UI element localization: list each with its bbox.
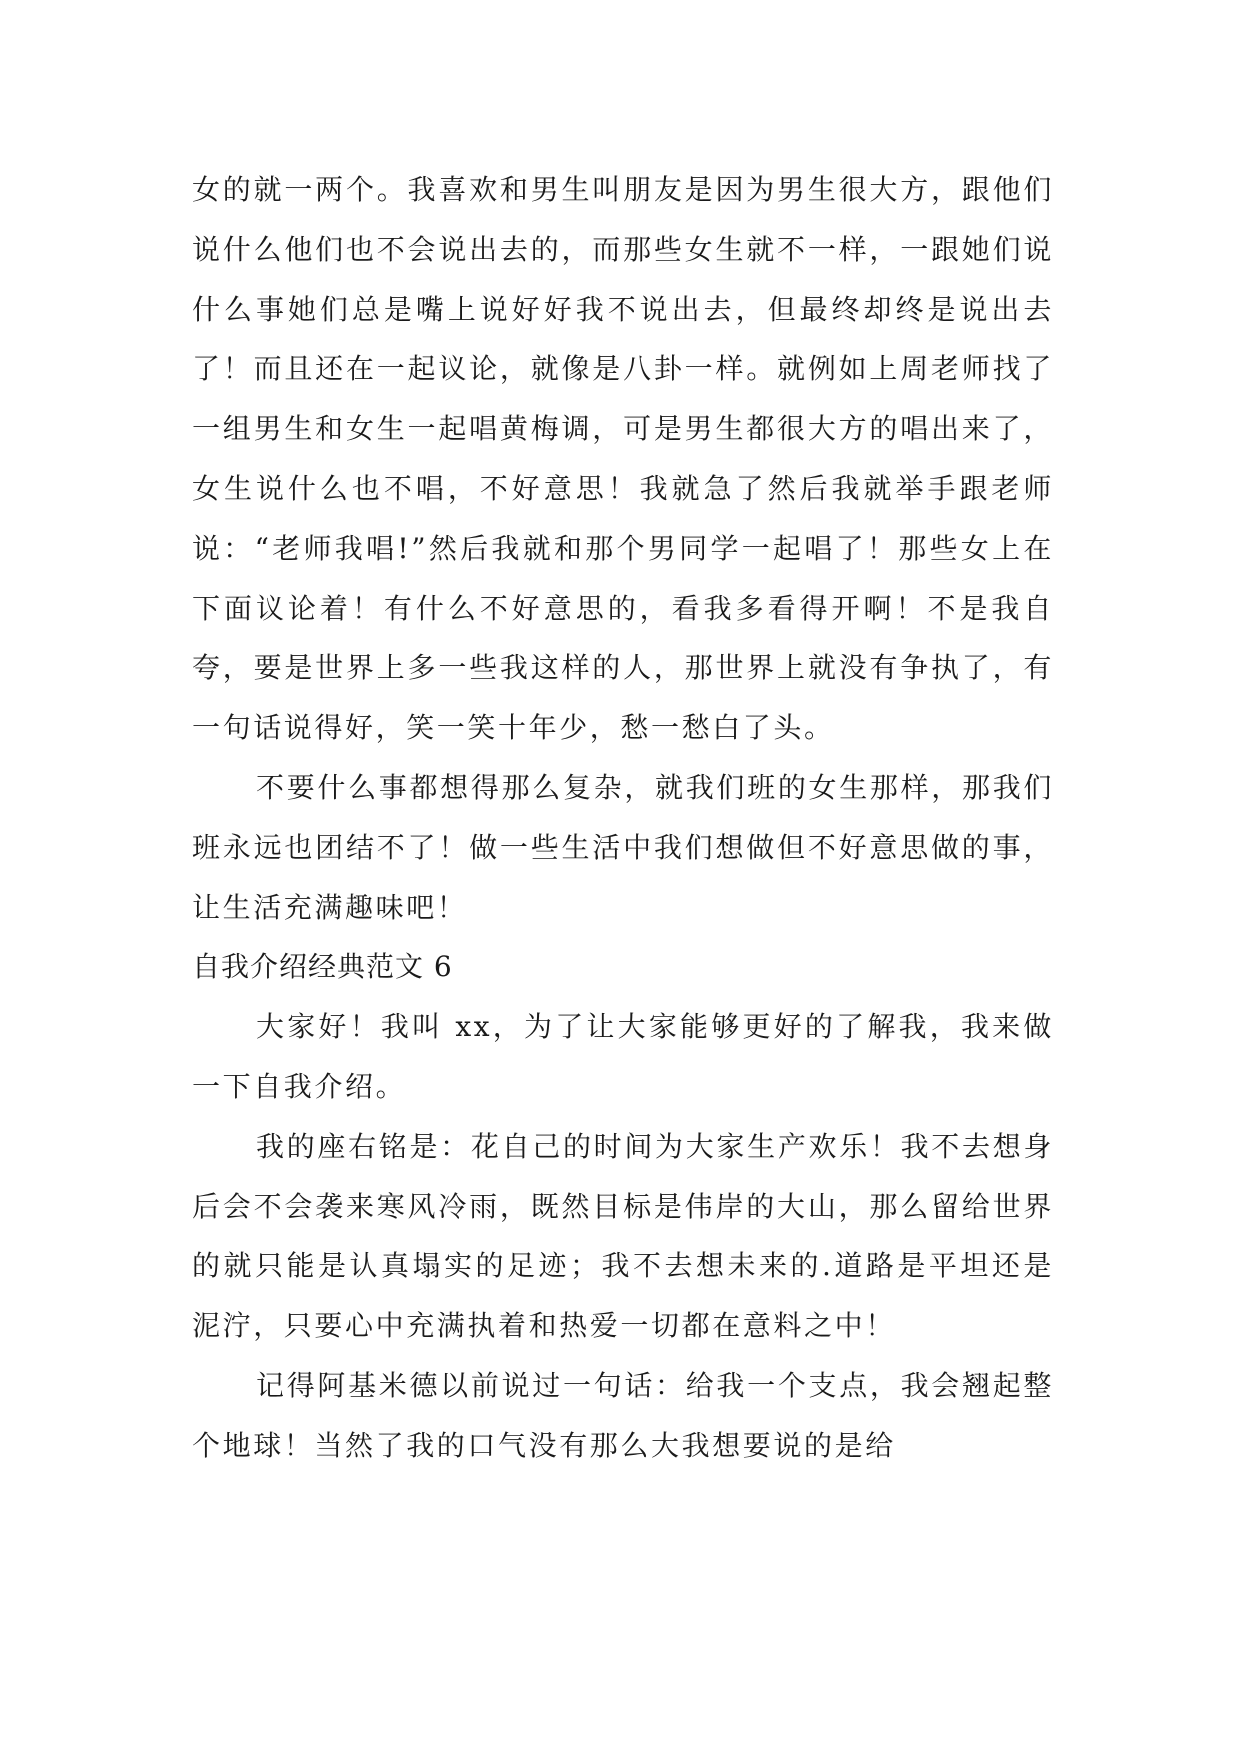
document-body: [192, 160, 1054, 1476]
body-paragraph: 女的就一两个。我喜欢和男生叫朋友是因为男生很大方，跟他们说什么他们也不会说出去的，而那些女生就不一样，一跟她们说什么事她们总是嘴上说好好我不说出去，但最终却终是说出去了！而且还在一起议论，就像是八卦一样。就例如上周老师找了一组男生和女生一起唱黄梅调，可是男生都很大方的唱出来了，女生说什么也不唱，不好意思！我就急了然后我就举手跟老师说：“老师我唱!”然后我就和那个男同学一起唱了！那些女上在下面议论着！有什么不好意思的，看我多看得开啊！不是我自夸，要是世界上多一些我这样的人，那世界上就没有争执了，有一句话说得好，笑一笑十年少，愁一愁白了头。: [192, 173, 1054, 745]
body-paragraph: 不要什么事都想得那么复杂，就我们班的女生那样，那我们班永远也团结不了！做一些生活中我们想做但不好意思做的事，让生活充满趣味吧！: [192, 770, 1054, 924]
section-heading: 自我介绍经典范文 6: [192, 950, 453, 984]
body-paragraph: 记得阿基米德以前说过一句话：给我一个支点，我会翘起整个地球！当然了我的口气没有那么大我想要说的是给: [192, 1368, 1054, 1462]
body-paragraph: 大家好！我叫 xx，为了让大家能够更好的了解我，我来做一下自我介绍。: [192, 1010, 1054, 1103]
body-paragraph: 我的座右铭是：花自己的时间为大家生产欢乐！我不去想身后会不会袭来寒风冷雨，既然目标是伟岸的大山，那么留给世界的就只能是认真塌实的足迹；我不去想未来的.道路是平坦还是泥泞，只要心中充满执着和热爱一切都在意料之中！: [192, 1129, 1054, 1343]
